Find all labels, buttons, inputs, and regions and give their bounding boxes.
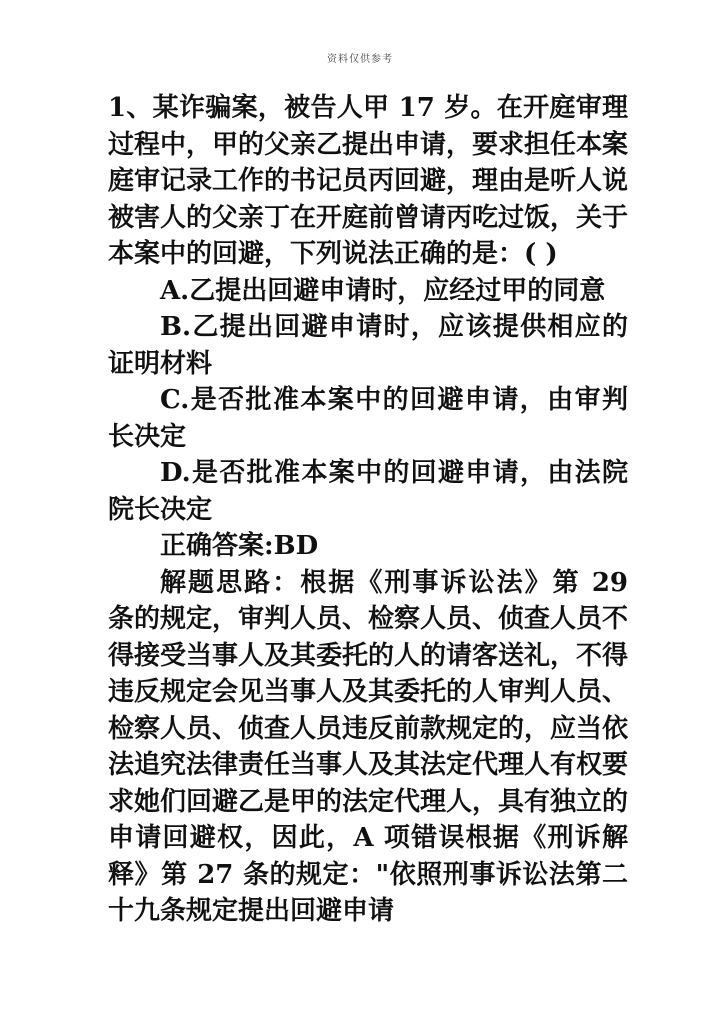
header-note: 资料仅供参考 bbox=[327, 54, 393, 65]
answer-line: 正确答案:BD bbox=[160, 531, 319, 561]
option-a: A.乙提出回避申请时，应经过甲的同意 bbox=[160, 275, 606, 306]
explanation-paragraph: 解题思路：根据《刑事诉讼法》第 29 条的规定，审判人员、检察人员、侦查人员不得接受当事人及其委托的人的请客送礼，不得违反规定会见当事人及其委托的人审判人员、检察人员、侦查人员违反前款规定的，应当依法追究法律责任当事人及其法定代理人有权要求她们回避乙是甲的法定代理人，具有独立的申请回避权，因此，A 项错误根据《刑诉解释》第 27 条的规定："依照刑事诉讼法第二十九条规定提出回避申请 bbox=[108, 567, 629, 926]
option-b: B.乙提出回避申请时，应该提供相应的证明材料 bbox=[108, 312, 628, 379]
option-d: D.是否批准本案中的回避申请，由法院院长决定 bbox=[108, 458, 628, 525]
option-c: C.是否批准本案中的回避申请，由审判长决定 bbox=[108, 385, 628, 452]
question-stem: 1、某诈骗案，被告人甲 17 岁。在开庭审理过程中，甲的父亲乙提出申请，要求担任本案庭审记录工作的书记员丙回避，理由是听人说被害人的父亲丁在开庭前曾请丙吃过饭，关于本案中的回避，下列说法正确的是：( ) bbox=[108, 93, 629, 269]
document-body bbox=[108, 90, 628, 930]
